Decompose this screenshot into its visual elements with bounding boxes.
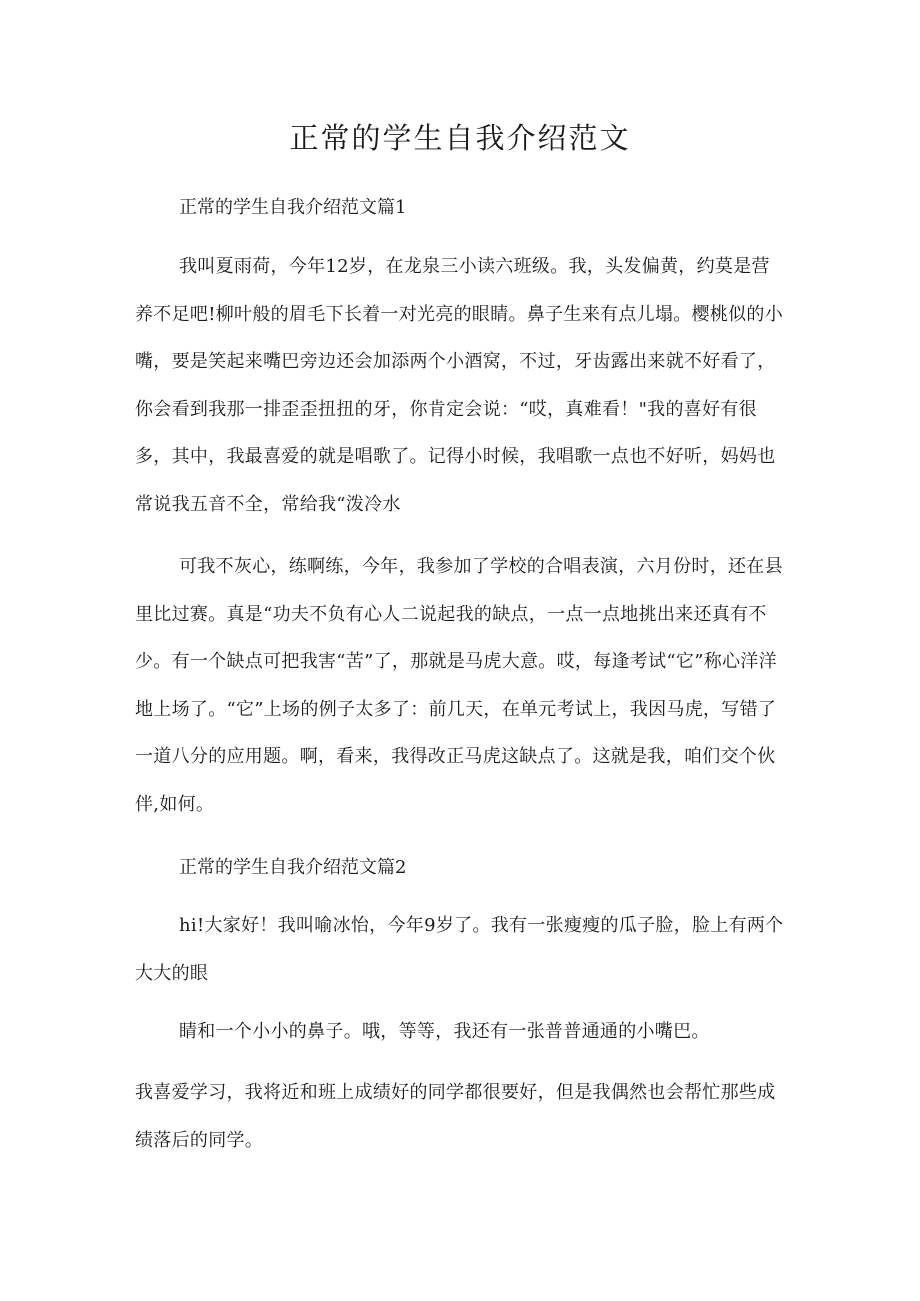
paragraph-2: 可我不灰心，练啊练，今年，我参加了学校的合唱表演，六月份时，还在县里比过赛。真是“功夫不负有心人二说起我的缺点，一点一点地挑出来还真有不少。有一个缺点可把我害“苦”了，那就是马虎大意。哎，每逢考试“它”称心洋洋地上场了。“它”上场的例子太多了：前几天，在单元考试上，我因马虎，写错了一道八分的应用题。啊，看来，我得改正马虎这缺点了。这就是我，咱们交个伙伴,如何。 [135,556,783,815]
paragraph-1: 我叫夏雨荷，今年12岁，在龙泉三小读六班级。我，头发偏黄，约莫是营养不足吧!柳叶般的眉毛下长着一对光亮的眼睛。鼻子生来有点儿塌。樱桃似的小嘴，要是笑起来嘴巴旁边还会加添两个小酒窝，不过，牙齿露出来就不好看了，你会看到我那一排歪歪扭扭的牙，你肯定会说：“哎，真难看！"我的喜好有很多，其中，我最喜爱的就是唱歌了。记得小时候，我唱歌一点也不好听，妈妈也常说我五音不全，常给我“泼冷水 [135,256,784,515]
section-heading-2: 正常的学生自我介绍范文篇2 [179,857,407,878]
paragraph-3: hi!大家好！我叫喻冰怡，今年9岁了。我有一张瘦瘦的瓜子脸，脸上有两个大大的眼 [135,915,784,984]
paragraph-4: 睛和一个小小的鼻子。哦，等等，我还有一张普普通通的小嘴巴。 [179,1021,710,1042]
paragraph-5: 我喜爱学习，我将近和班上成绩好的同学都很要好，但是我偶然也会帮忙那些成绩落后的同学。 [135,1082,776,1151]
document-title: 正常的学生自我介绍范文 [289,121,631,155]
section-heading-1: 正常的学生自我介绍范文篇1 [179,197,407,218]
